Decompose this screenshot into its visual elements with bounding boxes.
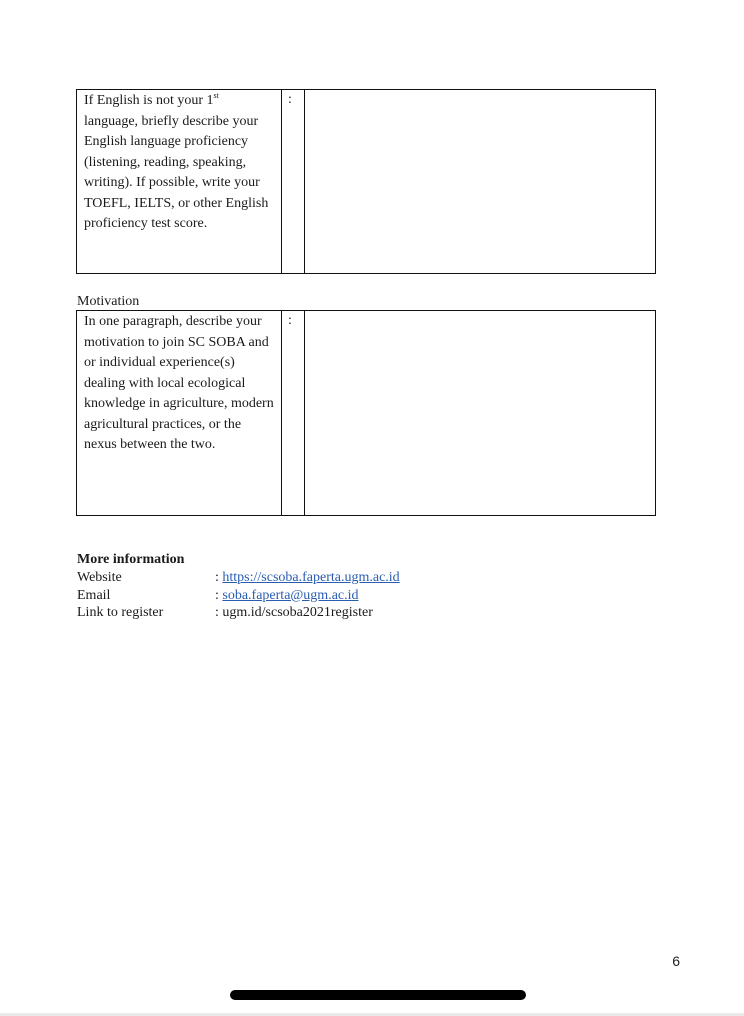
register-colon: :: [215, 605, 223, 620]
english-proficiency-question: [77, 90, 282, 274]
more-information-section: [77, 551, 400, 622]
email-colon: :: [215, 587, 223, 603]
home-indicator-bar[interactable]: [230, 990, 526, 1000]
english-proficiency-table: [76, 89, 656, 274]
website-row: [77, 569, 400, 587]
more-information-title: More information: [77, 552, 185, 567]
email-row: [77, 587, 400, 605]
motivation-table: [76, 310, 656, 516]
register-link-text: ugm.id/scsoba2021register: [222, 605, 373, 620]
register-value: [215, 604, 373, 622]
ordinal-superscript: st: [213, 91, 219, 100]
website-link[interactable]: https://scsoba.faperta.ugm.ac.id: [222, 570, 400, 585]
table-row: [77, 90, 656, 274]
table-row: [77, 311, 656, 516]
email-label: Email: [77, 587, 111, 603]
website-colon: :: [215, 570, 223, 585]
separator-colon: :: [282, 311, 305, 516]
motivation-heading: Motivation: [77, 294, 140, 309]
website-label: Website: [77, 570, 122, 585]
page-number: 6: [672, 953, 680, 969]
register-row: [77, 604, 400, 622]
website-value: [215, 569, 400, 587]
english-proficiency-answer-field[interactable]: [305, 90, 656, 274]
question-text-start: If English is not your 1: [84, 93, 214, 108]
email-link[interactable]: soba.faperta@ugm.ac.id: [222, 587, 359, 603]
motivation-answer-field[interactable]: [305, 311, 656, 516]
question-text-rest: language, briefly describe your English language proficiency (listening, reading, speaking, writing). If possible, write your TOEFL, IELTS, or other English proficiency test score.: [84, 113, 269, 231]
email-value: [215, 587, 359, 605]
motivation-question: In one paragraph, describe your motivation to join SC SOBA and or individual experience(s) dealing with local ecological knowledge in agriculture, modern agricultural practices, or the nexus between the two.: [77, 311, 282, 516]
separator-colon: :: [282, 90, 305, 274]
register-label: Link to register: [77, 605, 164, 620]
